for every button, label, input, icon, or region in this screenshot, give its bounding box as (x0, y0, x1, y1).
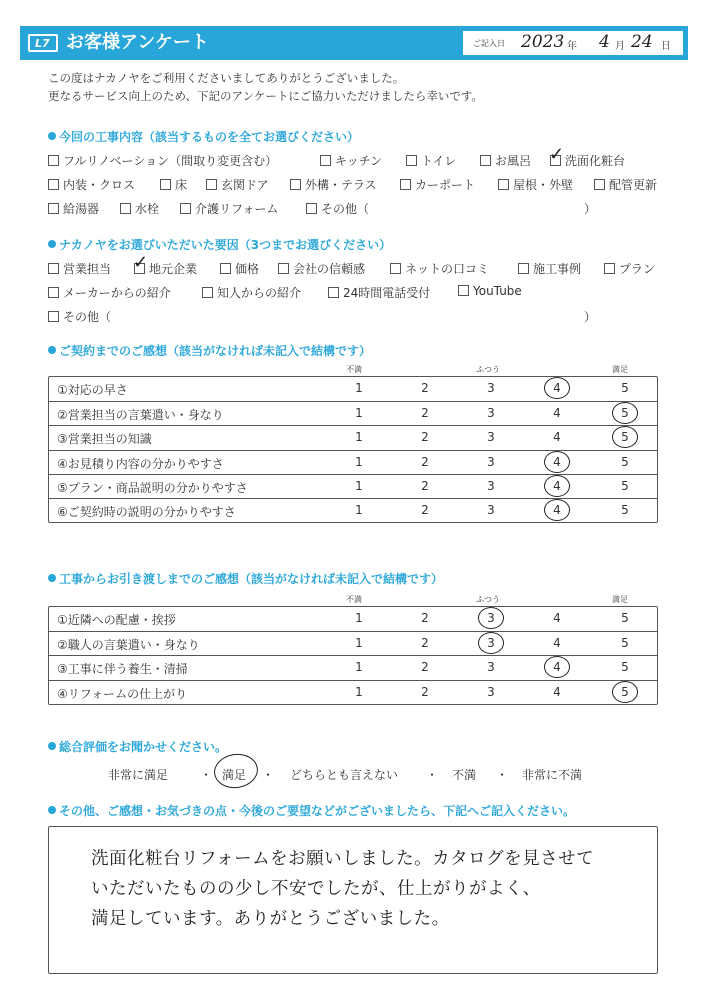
option-sales-rep[interactable]: 営業担当 (48, 260, 111, 277)
checkbox-icon[interactable] (206, 179, 217, 190)
rating-row-label: ③工事に伴う養生・清掃 (57, 662, 188, 677)
checkbox-icon[interactable] (180, 203, 191, 214)
rating-option-5[interactable]: 5 (621, 502, 629, 517)
rating-option-2[interactable]: 2 (421, 430, 429, 445)
checkbox-icon[interactable] (518, 263, 529, 274)
option-examples[interactable]: 施工事例 (518, 260, 581, 277)
rating-row (49, 425, 657, 449)
option-water-heater[interactable]: 給湯器 (48, 200, 99, 217)
option-floor[interactable]: 床 (160, 176, 187, 193)
overall-separator: ・ (200, 768, 213, 782)
option-price[interactable]: 価格 (220, 260, 259, 277)
rating-option-3[interactable]: 3 (487, 430, 495, 445)
rating-option-5[interactable]: 5 (621, 478, 629, 493)
rating-row (49, 498, 657, 522)
rating-option-2[interactable]: 2 (421, 406, 429, 421)
rating-option-2[interactable]: 2 (421, 611, 429, 625)
rating-selection-circle (612, 681, 638, 703)
option-reviews[interactable]: ネットの口コミ (390, 260, 489, 277)
checkbox-icon[interactable] (202, 287, 213, 298)
option-toilet[interactable]: トイレ (406, 152, 456, 169)
checkbox-icon[interactable] (480, 155, 491, 166)
rating-option-2[interactable]: 2 (421, 454, 429, 469)
checkbox-icon[interactable] (120, 203, 131, 214)
overall-option-very-satisfied[interactable]: 非常に満足 (108, 768, 169, 782)
checkbox-icon[interactable] (400, 179, 411, 190)
scale-low-label-2: 不満 (346, 595, 362, 604)
rating-row (49, 377, 657, 401)
scale-high-label: 満足 (612, 365, 628, 374)
option-vanity[interactable]: ✓ 洗面化粧台 (549, 144, 626, 168)
checkbox-icon[interactable] (290, 179, 301, 190)
bullet-icon (48, 346, 56, 354)
rating-option-3[interactable]: 3 (487, 611, 495, 625)
rating-selection-circle (544, 475, 570, 497)
option-local-company[interactable]: ✓ 地元企業 (133, 252, 198, 276)
rating-table-construction (48, 606, 658, 705)
rating-option-4[interactable]: 4 (553, 660, 561, 675)
checkbox-icon[interactable] (328, 287, 339, 298)
overall-option-very-dissatisfied[interactable]: 非常に不満 (522, 768, 583, 782)
rating-selection-circle (612, 426, 638, 448)
section-title: ご契約までのご感想（該当がなければ未記入で結構です） (59, 344, 372, 358)
option-interior[interactable]: 内装・クロス (48, 176, 135, 193)
rating-option-5[interactable]: 5 (621, 406, 629, 421)
scale-high-label-2: 満足 (612, 595, 628, 604)
rating-option-5[interactable]: 5 (621, 381, 629, 395)
checkbox-icon[interactable] (48, 179, 59, 190)
option-pipe[interactable]: 配管更新 (594, 176, 657, 193)
rating-option-4[interactable]: 4 (553, 636, 561, 651)
rating-option-5[interactable]: 5 (621, 454, 629, 469)
option-youtube[interactable]: YouTube (458, 284, 522, 298)
rating-row-label: ④リフォームの仕上がり (57, 686, 188, 701)
checkmark-icon: ✓ (133, 252, 149, 273)
overall-option-dissatisfied[interactable]: 不満 (452, 768, 477, 782)
option-friend-referral[interactable]: 知人からの紹介 (202, 284, 301, 301)
bullet-icon (48, 806, 56, 814)
option-care-reform[interactable]: 介護リフォーム (180, 200, 278, 217)
overall-separator: ・ (426, 768, 439, 782)
rating-row-label: ③営業担当の知識 (57, 432, 152, 447)
bullet-icon (48, 240, 56, 248)
option-trust[interactable]: 会社の信頼感 (278, 260, 365, 277)
checkbox-icon[interactable] (458, 285, 469, 296)
section-title: ナカノヤをお選びいただいた要因（3つまでお選びください） (59, 238, 392, 252)
logo-mark: L7 (35, 37, 50, 50)
date-day-unit: 日 (661, 41, 671, 52)
option-faucet[interactable]: 水栓 (120, 200, 159, 217)
checkbox-icon[interactable] (594, 179, 605, 190)
date-field[interactable] (462, 30, 684, 56)
rating-option-2[interactable]: 2 (421, 636, 429, 651)
rating-option-3[interactable]: 3 (487, 502, 495, 517)
rating-option-2[interactable]: 2 (421, 478, 429, 493)
rating-selection-circle (544, 377, 570, 399)
rating-selection-circle (612, 402, 638, 424)
rating-table-contract (48, 376, 658, 523)
rating-row (49, 680, 657, 704)
rating-option-1[interactable]: 1 (355, 381, 363, 395)
rating-option-5[interactable]: 5 (621, 636, 629, 651)
checkbox-icon[interactable] (48, 155, 59, 166)
rating-option-1[interactable]: 1 (355, 478, 363, 493)
option-kitchen[interactable]: キッチン (320, 152, 382, 169)
checkbox-icon[interactable] (48, 287, 59, 298)
rating-option-2[interactable]: 2 (421, 502, 429, 517)
rating-option-4[interactable]: 4 (553, 381, 561, 395)
option-exterior[interactable]: 外構・テラス (290, 176, 377, 193)
overall-option-satisfied[interactable]: 満足 (222, 768, 247, 782)
rating-option-2[interactable]: 2 (421, 381, 429, 395)
rating-row-label: ⑥ご契約時の説明の分かりやすさ (57, 504, 236, 519)
rating-row-label: ④お見積り内容の分かりやすさ (57, 456, 224, 471)
date-month: 4 (599, 32, 610, 52)
overall-selection-circle (212, 751, 260, 791)
bullet-icon (48, 574, 56, 582)
option-other[interactable]: その他（ (306, 200, 369, 217)
rating-row-label: ①対応の早さ (57, 383, 128, 397)
bullet-icon (48, 742, 56, 750)
rating-option-3[interactable]: 3 (487, 684, 495, 699)
checkbox-icon[interactable] (220, 263, 231, 274)
option-bath[interactable]: お風呂 (480, 152, 531, 169)
checkbox-icon[interactable] (604, 263, 615, 274)
rating-row-label: ①近隣への配慮・挨拶 (57, 613, 176, 627)
overall-separator: ・ (262, 768, 275, 782)
rating-option-1[interactable]: 1 (355, 684, 363, 699)
checkbox-icon[interactable] (498, 179, 509, 190)
rating-option-3[interactable]: 3 (487, 660, 495, 675)
checkmark-icon: ✓ (549, 144, 565, 165)
rating-option-1[interactable]: 1 (355, 430, 363, 445)
scale-low-label: 不満 (346, 365, 362, 374)
option-full-renovation[interactable]: フルリノベーション（間取り変更含む） (48, 152, 277, 169)
checkbox-icon[interactable] (320, 155, 331, 166)
rating-row (49, 401, 657, 425)
rating-option-1[interactable]: 1 (355, 454, 363, 469)
option-roof-wall[interactable]: 屋根・外壁 (498, 176, 573, 193)
other-close-paren-2: ） (584, 310, 597, 324)
rating-option-2[interactable]: 2 (421, 684, 429, 699)
date-year: 2023 (521, 32, 565, 52)
section-title: 今回の工事内容（該当するものを全てお選びください） (59, 130, 360, 144)
rating-option-4[interactable]: 4 (553, 502, 561, 517)
checkbox-icon[interactable] (390, 263, 401, 274)
section-overall (48, 738, 227, 755)
overall-separator: ・ (496, 768, 509, 782)
option-other-2[interactable]: その他（ (48, 308, 111, 325)
rating-option-3[interactable]: 3 (487, 381, 495, 395)
comment-line-2: いただいたものの少し不安でしたが、仕上がりがよく、 (91, 879, 541, 899)
section-work-content (48, 128, 359, 145)
scale-mid-label-2: ふつう (476, 595, 500, 604)
rating-option-3[interactable]: 3 (487, 478, 495, 493)
rating-option-5[interactable]: 5 (621, 684, 629, 699)
rating-option-1[interactable]: 1 (355, 502, 363, 517)
company-logo-icon (28, 34, 58, 52)
section-construction-impressions (48, 570, 443, 587)
checkbox-icon[interactable] (278, 263, 289, 274)
option-plan[interactable]: プラン (604, 260, 655, 277)
rating-selection-circle (478, 632, 504, 654)
rating-option-4[interactable]: 4 (553, 478, 561, 493)
checkbox-icon[interactable] (406, 155, 417, 166)
header-bar (20, 26, 688, 60)
comment-textarea[interactable] (48, 826, 658, 974)
rating-option-5[interactable]: 5 (621, 660, 629, 675)
intro-line-1: この度はナカノヤをご利用くださいましてありがとうございました。 (48, 71, 405, 85)
section-reasons (48, 236, 391, 253)
rating-row-label: ②営業担当の言葉遣い・身なり (57, 408, 224, 423)
bullet-icon (48, 132, 56, 140)
rating-option-1[interactable]: 1 (355, 660, 363, 675)
rating-option-4[interactable]: 4 (553, 430, 561, 445)
checkbox-icon[interactable] (48, 311, 59, 322)
rating-option-5[interactable]: 5 (621, 611, 629, 625)
rating-selection-circle (544, 499, 570, 521)
page-title: お客様アンケート (66, 32, 209, 53)
rating-row (49, 631, 657, 655)
rating-option-1[interactable]: 1 (355, 406, 363, 421)
option-maker-referral[interactable]: メーカーからの紹介 (48, 284, 171, 301)
rating-option-4[interactable]: 4 (553, 611, 561, 625)
option-carport[interactable]: カーポート (400, 176, 475, 193)
checkbox-icon[interactable] (160, 179, 171, 190)
section-title: その他、ご感想・お気づきの点・今後のご要望などがございましたら、下記へご記入ください。 (59, 804, 576, 818)
section-title: 工事からお引き渡しまでのご感想（該当がなければ未記入で結構です） (59, 572, 444, 586)
rating-option-5[interactable]: 5 (621, 430, 629, 445)
checkbox-icon[interactable] (48, 203, 59, 214)
rating-option-1[interactable]: 1 (355, 636, 363, 651)
section-title: 総合評価をお聞かせください。 (59, 740, 228, 754)
date-label: ご記入日 (473, 39, 505, 48)
rating-option-4[interactable]: 4 (553, 406, 561, 421)
option-24h-phone[interactable]: 24時間電話受付 (328, 284, 430, 301)
checkbox-icon[interactable] (48, 263, 59, 274)
checkbox-icon[interactable] (306, 203, 317, 214)
comment-line-1: 洗面化粧台リフォームをお願いしました。カタログを見させて (91, 849, 595, 869)
date-year-unit: 年 (567, 41, 577, 52)
rating-option-2[interactable]: 2 (421, 660, 429, 675)
intro-line-2: 更なるサービス向上のため、下記のアンケートにご協力いただけましたら幸いです。 (48, 89, 483, 103)
rating-row (49, 655, 657, 679)
overall-option-neutral[interactable]: どちらとも言えない (290, 768, 399, 782)
comment-line-3: 満足しています。ありがとうございました。 (91, 909, 450, 929)
rating-option-3[interactable]: 3 (487, 406, 495, 421)
rating-option-4[interactable]: 4 (553, 454, 561, 469)
date-month-unit: 月 (615, 41, 625, 52)
section-comments (48, 802, 575, 819)
rating-option-3[interactable]: 3 (487, 636, 495, 651)
rating-option-3[interactable]: 3 (487, 454, 495, 469)
rating-row (49, 474, 657, 498)
rating-selection-circle (544, 451, 570, 473)
rating-selection-circle (544, 656, 570, 678)
rating-option-1[interactable]: 1 (355, 611, 363, 625)
rating-row-label: ②職人の言葉遣い・身なり (57, 638, 200, 653)
scale-mid-label: ふつう (476, 365, 500, 374)
rating-option-4[interactable]: 4 (553, 684, 561, 699)
option-entrance-door[interactable]: 玄関ドア (206, 176, 269, 193)
date-day: 24 (631, 32, 653, 52)
rating-row-label: ⑤プラン・商品説明の分かりやすさ (57, 480, 248, 495)
checkbox-icon[interactable] (549, 144, 565, 166)
rating-row (49, 450, 657, 474)
rating-row (49, 607, 657, 631)
section-contract-impressions (48, 342, 371, 359)
rating-selection-circle (478, 607, 504, 629)
other-close-paren: ） (584, 202, 597, 216)
checkbox-icon[interactable] (133, 252, 149, 274)
